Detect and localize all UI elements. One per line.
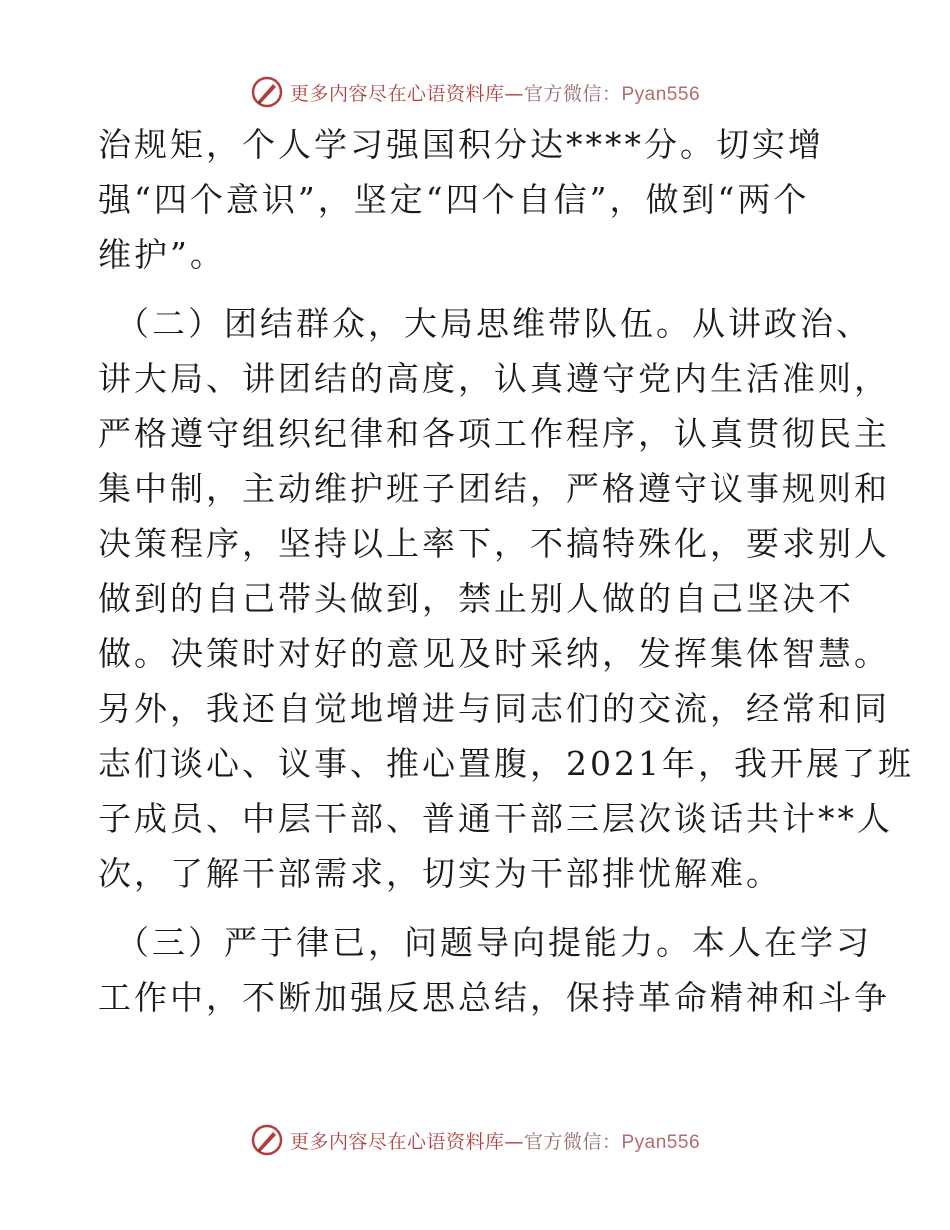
watermark-dash: — bbox=[504, 1130, 524, 1153]
text-line: 做到的自己带头做到，禁止别人做的自己坚决不 bbox=[98, 579, 854, 618]
paragraph-3 bbox=[98, 915, 890, 1025]
watermark-title: 更多内容尽在心语资料库 bbox=[289, 1130, 505, 1153]
text-line: 集中制，主动维护班子团结，严格遵守议事规则和 bbox=[98, 469, 890, 508]
watermark-wechat-id: Pyan556 bbox=[621, 1131, 701, 1153]
section-heading-line: （三）严于律已，问题导向提能力。本人在学习 bbox=[116, 923, 872, 962]
text-line: 讲大局、讲团结的高度，认真遵守党内生活准则， bbox=[98, 359, 890, 398]
watermark-banner-top bbox=[0, 70, 950, 114]
text-line: 强“四个意识”，坚定“四个自信”，做到“两个 bbox=[98, 180, 810, 219]
text-line: 次，了解干部需求，切实为干部排忧解难。 bbox=[98, 854, 782, 893]
watermark-wechat-label: 官方微信： bbox=[523, 82, 622, 105]
watermark-banner-bottom bbox=[0, 1118, 950, 1162]
watermark-dash: — bbox=[504, 82, 524, 105]
watermark-wechat-label: 官方微信： bbox=[523, 1130, 622, 1153]
text-line: 维护”。 bbox=[98, 235, 226, 274]
pen-logo-icon bbox=[250, 1123, 284, 1157]
text-line: 做。决策时对好的意见及时采纳，发挥集体智慧。 bbox=[98, 634, 890, 673]
paragraph-2 bbox=[98, 296, 914, 901]
text-line: 严格遵守组织纪律和各项工作程序，认真贯彻民主 bbox=[98, 414, 890, 453]
section-heading-line: （二）团结群众，大局思维带队伍。从讲政治、 bbox=[116, 304, 872, 343]
text-line: 子成员、中层干部、普通干部三层次谈话共计**人 bbox=[98, 799, 893, 838]
watermark-wechat-id: Pyan556 bbox=[621, 83, 701, 105]
watermark-text bbox=[290, 1127, 700, 1154]
document-body bbox=[98, 117, 914, 1025]
pen-logo-icon bbox=[250, 75, 284, 109]
paragraph-1 bbox=[98, 117, 858, 282]
text-line: 治规矩，个人学习强国积分达****分。切实增 bbox=[98, 125, 824, 164]
watermark-text bbox=[290, 79, 700, 106]
text-line: 志们谈心、议事、推心置腹，2021年，我开展了班 bbox=[98, 744, 914, 783]
watermark-title: 更多内容尽在心语资料库 bbox=[289, 82, 505, 105]
text-line: 决策程序，坚持以上率下，不搞特殊化，要求别人 bbox=[98, 524, 890, 563]
text-line: 工作中，不断加强反思总结，保持革命精神和斗争 bbox=[98, 978, 890, 1017]
text-line: 另外，我还自觉地增进与同志们的交流，经常和同 bbox=[98, 689, 890, 728]
